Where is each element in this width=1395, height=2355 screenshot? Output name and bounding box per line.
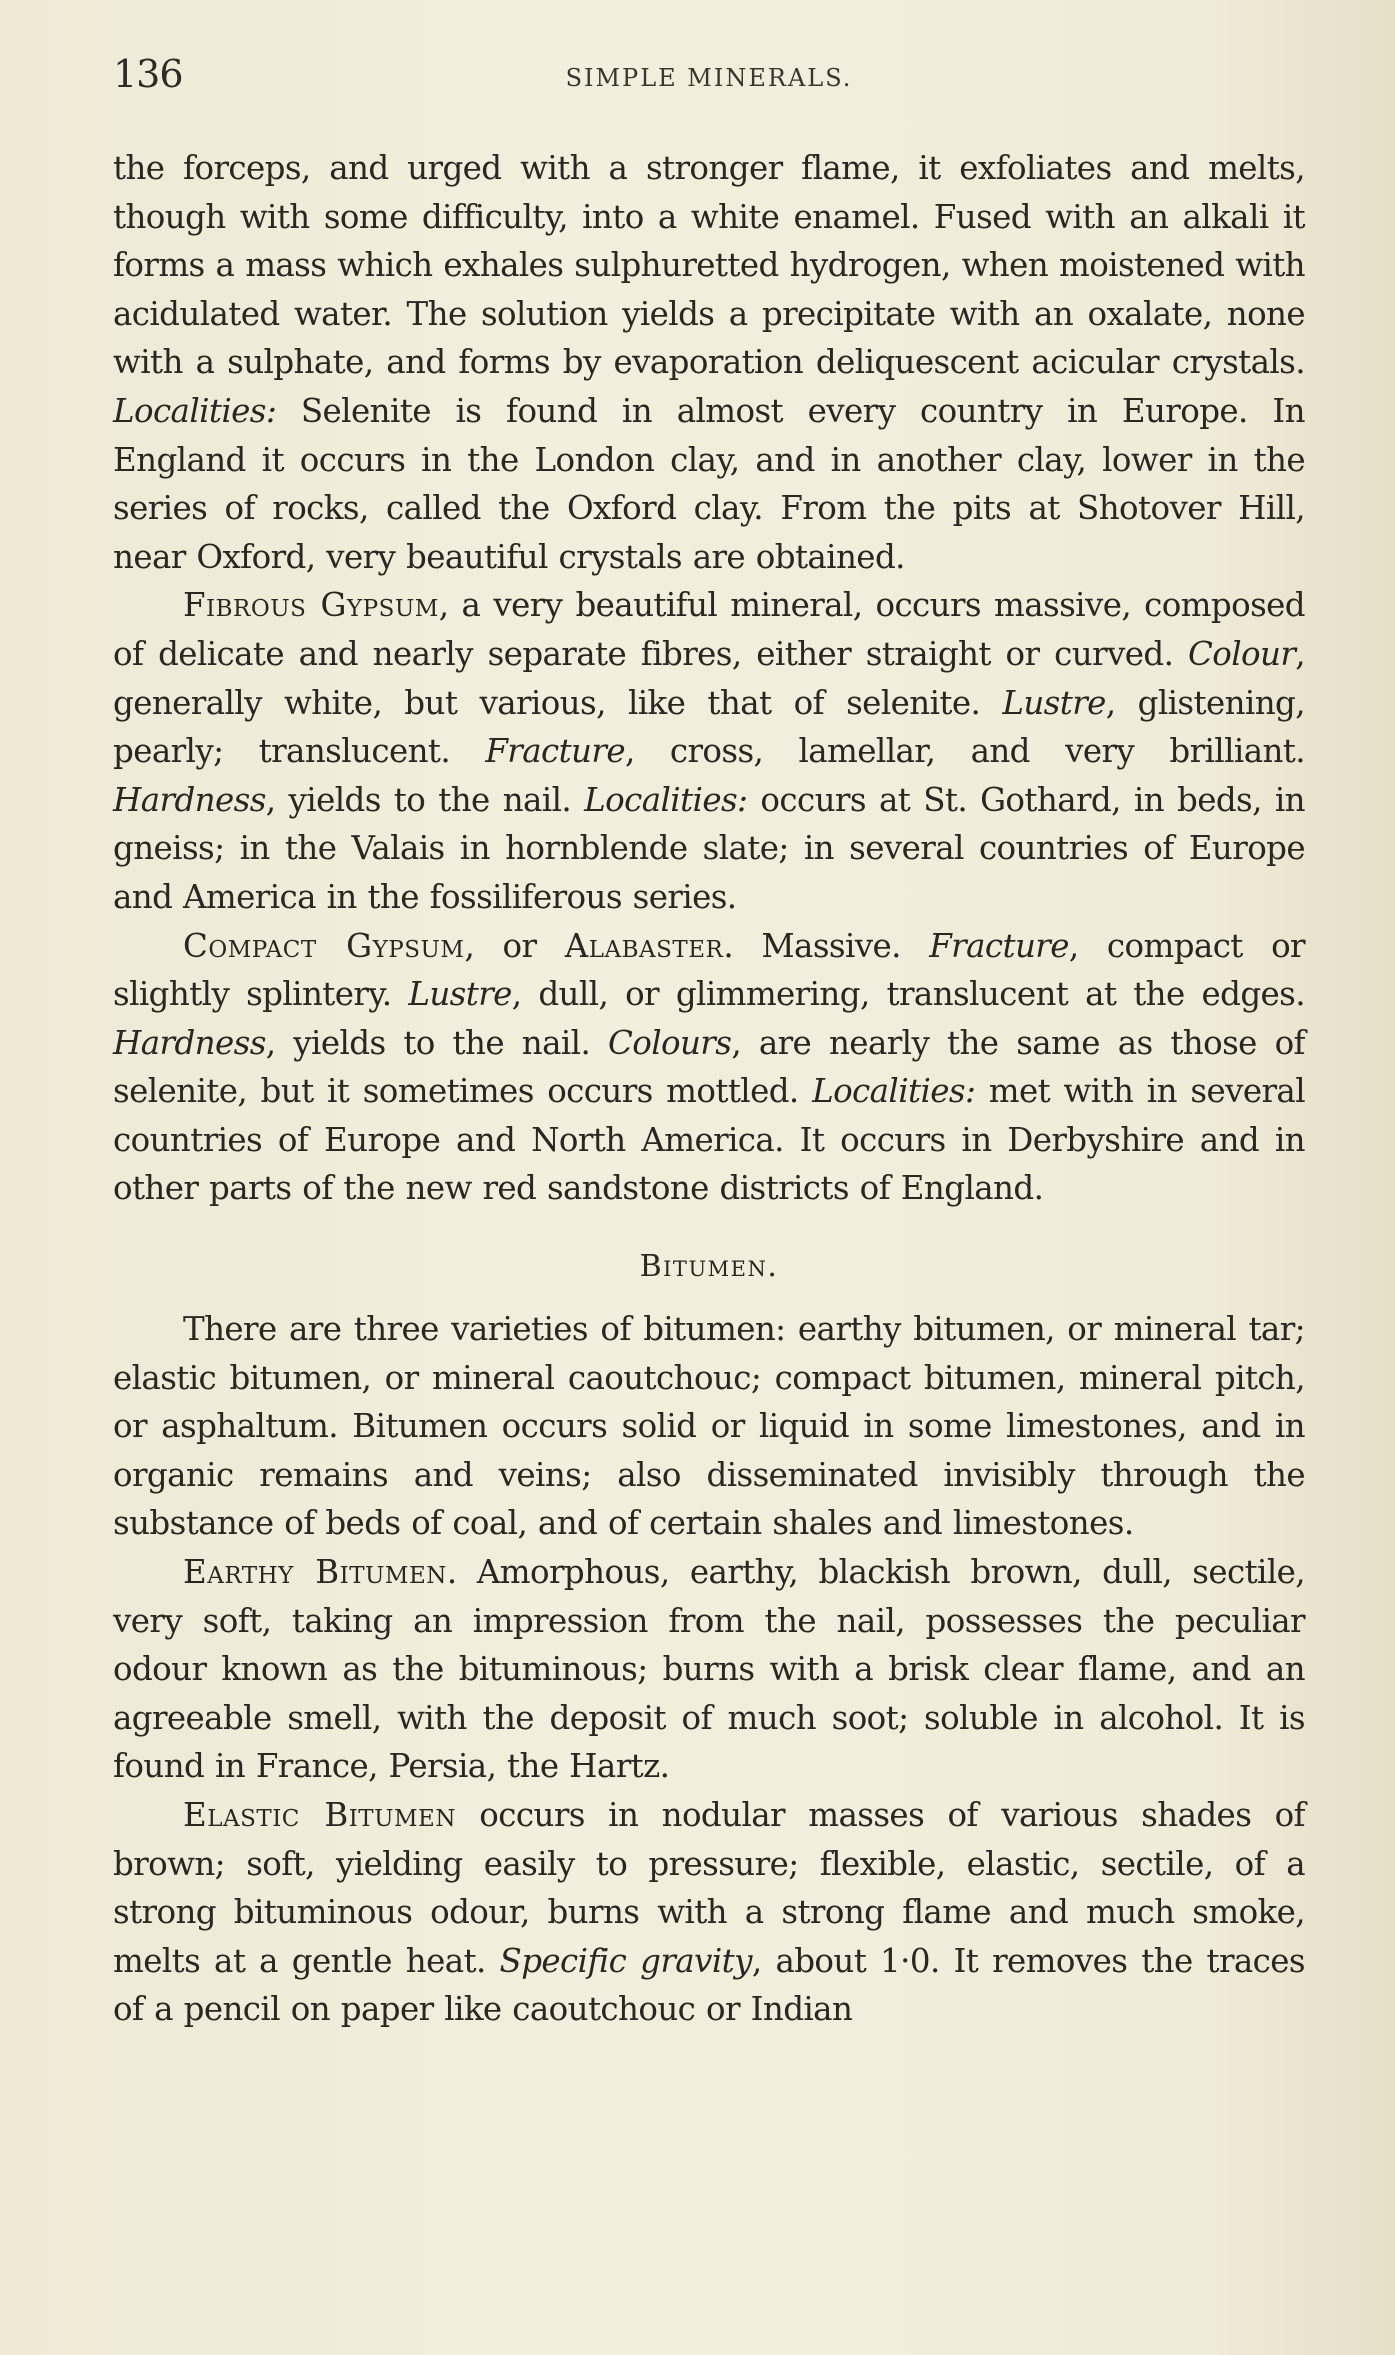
- text-run: , or: [464, 926, 565, 965]
- text-run: , dull, or glimmering, translucent at the edges.: [511, 975, 1305, 1014]
- text-run: Selenite is found in almost every country in Europe. In England it occurs in the London clay, and in another clay, lower in the series of rocks, called the Oxford clay. From the pits at Shotover Hill, near Oxford, very beautiful crystals are obtained.: [113, 391, 1305, 576]
- italic-term: Localities:: [113, 391, 277, 430]
- text-run: , compact or slightly splintery.: [113, 926, 1305, 1014]
- paragraph: [113, 1548, 1305, 1791]
- running-head-title: SIMPLE MINERALS.: [565, 64, 853, 92]
- text-run: , yields to the nail.: [265, 1023, 608, 1062]
- italic-term: Specific gravity: [499, 1941, 752, 1980]
- mineral-name: Fibrous Gypsum: [183, 586, 439, 625]
- italic-term: Fracture: [485, 732, 625, 771]
- paragraph: [113, 581, 1305, 921]
- italic-term: Fracture: [929, 926, 1069, 965]
- paragraph: [113, 1791, 1305, 2034]
- paragraph: [113, 1305, 1305, 1548]
- italic-term: Localities:: [812, 1072, 976, 1111]
- text-run: . Amorphous, earthy, blackish brown, dull, sectile, very soft, taking an impression from the nail, possesses the peculiar odour known as the bituminous; burns with a brisk clear flame, and an agreeable smell, with the deposit of much soot; soluble in alcohol. It is found in France, Persia, the Hartz.: [113, 1553, 1305, 1786]
- text-run: , about 1·0. It removes the traces of a pencil on paper like caoutchouc or Indian: [113, 1941, 1305, 2029]
- book-page: [113, 52, 1305, 2034]
- text-run: , generally white, but various, like that of selenite.: [113, 634, 1305, 722]
- mineral-name: Earthy Bitumen: [183, 1553, 447, 1592]
- running-head: [113, 52, 1305, 112]
- paragraph: [113, 144, 1305, 581]
- text-run: There are three varieties of bitumen: earthy bitumen, or mineral tar; elastic bitumen, or mineral caoutchouc; compact bitumen, mineral pitch, or asphaltum. Bitumen occurs solid or liquid in some limestones, and in organic remains and veins; also disseminated invisibly through the substance of beds of coal, and of certain shales and limestones.: [113, 1310, 1305, 1543]
- italic-term: Hardness: [113, 1023, 266, 1062]
- text-run: the forceps, and urged with a stronger flame, it exfoliates and melts, though with some difficulty, into a white enamel. Fused with an alkali it forms a mass which exhales sulphuretted hydrogen, when moistened with acidulated water. The solution yields a precipitate with an oxalate, none with a sulphate, and forms by evaporation deliquescent acicular crystals.: [113, 149, 1305, 382]
- page-number: 136: [113, 52, 183, 96]
- text-run: met with in several countries of Europe and North America. It occurs in Derbyshire and in other parts of the new red sandstone districts of England.: [113, 1072, 1305, 1208]
- paragraph: [113, 922, 1305, 1214]
- text-run: , cross, lamellar, and very brilliant.: [624, 732, 1305, 771]
- mineral-name: Elastic Bitumen: [183, 1796, 456, 1834]
- italic-term: Lustre: [408, 975, 512, 1014]
- italic-term: Colours: [607, 1023, 732, 1062]
- italic-term: Hardness: [113, 780, 266, 819]
- mineral-name: Compact Gypsum: [183, 926, 465, 965]
- text-run: , glistening, pearly; translucent.: [113, 683, 1305, 771]
- section-heading: Bitumen.: [639, 1249, 779, 1285]
- mineral-name: Alabaster: [564, 926, 724, 965]
- text-run: , yields to the nail.: [265, 780, 585, 819]
- text-run: occurs at St. Gothard, in beds, in gneiss; in the Valais in hornblende slate; in several countries of Europe and America in the fossiliferous series.: [113, 780, 1305, 916]
- body-text: [113, 144, 1305, 2034]
- italic-term: Localities:: [584, 780, 748, 819]
- text-run: . Massive.: [723, 926, 930, 965]
- italic-term: Lustre: [1002, 683, 1106, 722]
- text-run: , are nearly the same as those of selenite, but it sometimes occurs mottled.: [113, 1023, 1305, 1111]
- italic-term: Colour: [1188, 634, 1296, 673]
- text-run: occurs in nodular masses of various shades of brown; soft, yielding easily to pressure; flexible, elastic, sectile, of a strong bituminous odour, burns with a strong flame and much smoke, melts at a gentle heat.: [113, 1796, 1305, 1980]
- text-run: , a very beautiful mineral, occurs massive, composed of delicate and nearly separate fibres, either straight or curved.: [113, 586, 1305, 673]
